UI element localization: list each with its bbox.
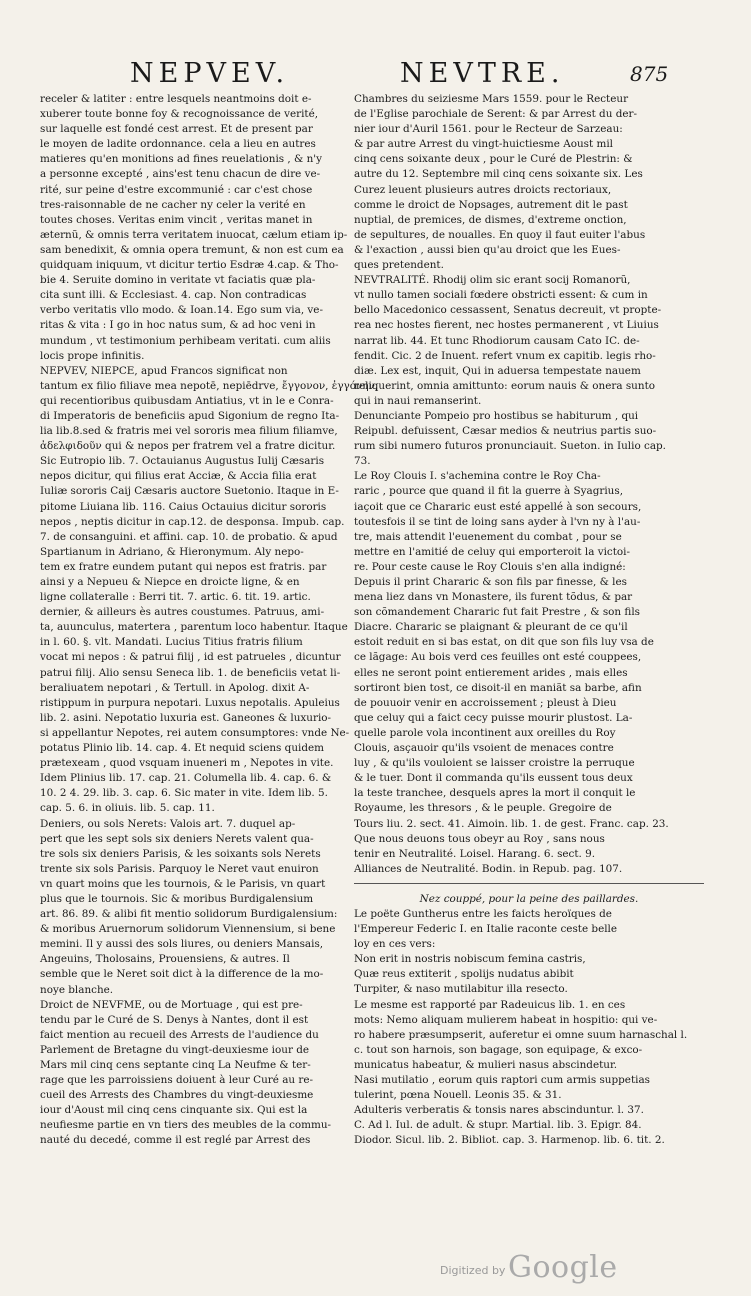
right-column-text-line: Alliances de Neutralité. Bodin. in Repub. pag. 107. xyxy=(354,862,623,875)
left-column-text-line: 10. 2 4. 29. lib. 3. cap. 6. Sic mater in vite. Idem lib. 5. xyxy=(40,787,328,800)
left-column-text-line: prætexeam , quod vsquam inueneri m , Nepotes in vite. xyxy=(40,757,334,770)
left-column-text-line: art. 86. 89. & alibi fit mentio solidorum Burdigalensium: xyxy=(40,908,338,921)
left-column-text-line: ainsi y a Nepueu & Niepce en droicte ligne, & en xyxy=(40,576,300,588)
left-column-text-line: cap. 5. 6. in oliuis. lib. 5. cap. 11. xyxy=(40,802,215,815)
left-column-text-line: dernier, & ailleurs ès autres coustumes. Patruus, ami- xyxy=(40,606,325,619)
right-column-text-line: cinq cens soixante deux , pour le Curé de Plestrin: & xyxy=(354,153,633,166)
right-column-text-line: & l'exaction , aussi bien qu'au droict que les Eues- xyxy=(354,243,621,256)
left-column-text-line: plus que le tournois. Sic & moribus Burdigalensium xyxy=(40,892,314,905)
right-column-text-line: rea nec hostes fierent, nec hostes permanerent , vt Liuius xyxy=(354,319,659,332)
left-column-text-line: tantum ex filio filiave mea nepotē, nepiēdrve, ἔγγονον, ἐγγόνην, xyxy=(40,379,379,392)
right-column-text-line: nuptial, de premices, de dismes, d'extreme onction, xyxy=(354,213,627,226)
left-column-text-line: memini. Il y aussi des sols liures, ou deniers Mansais, xyxy=(40,938,324,951)
right-column-text-line: mena liez dans vn Monastere, ils furent tõdus, & par xyxy=(354,591,633,604)
left-column-text-line: tem ex fratre eundem putant qui nepos est fratris. par xyxy=(40,560,327,573)
right-column-text-line: C. Ad l. Iul. de adult. & stupr. Martial. lib. 3. Epigr. 84. xyxy=(354,1119,642,1132)
left-column-text-line: pert que les sept sols six deniers Nerets valent qua- xyxy=(40,832,314,845)
right-column-text-line: sortiront bien tost, ce disoit-il en maniãt sa barbe, afin xyxy=(354,681,642,694)
right-column-text-line: toutesfois il se tint de loing sans ayder à l'vn ny à l'au- xyxy=(354,515,641,528)
right-column-text-line: quelle parole vola incontinent aux oreilles du Roy xyxy=(354,726,616,739)
right-column-text-line: estoit reduit en si bas estat, on dit que son fils luy vsa de xyxy=(354,636,654,649)
right-column-text-line: mots: Nemo aliquam mulierem habeat in hospitio: qui ve- xyxy=(354,1013,658,1026)
right-column-text-line: Que nous deuons tous obeyr au Roy , sans nous xyxy=(354,832,605,845)
left-column-text-line: tre sols six deniers Parisis, & les soixants sols Nerets xyxy=(40,847,321,860)
right-column-text-line: que celuy qui a faict cecy puisse mourir plustost. La- xyxy=(354,711,633,724)
right-column-text-line: Nasi mutilatio , eorum quis raptori cum armis suppetias xyxy=(354,1074,650,1086)
left-column-text-line: quidquam iniquum, vt dicitur tertio Esdræ 4.cap. & Tho- xyxy=(40,259,339,272)
left-column-text-line: ristippum in purpura nepotari. Luxus nepotalis. Apuleius xyxy=(40,696,340,709)
left-column-text-line: Iuliæ sororis Caij Cæsaris auctore Suetonio. Itaque in E- xyxy=(40,485,339,498)
left-running-title: NEPVEV. xyxy=(130,58,290,89)
right-column-text-line: comme le droict de Nopsages, autrement dit le past xyxy=(354,198,628,211)
left-column-text-line: ta, auunculus, matertera , parentum loco habentur. Itaque xyxy=(40,621,348,634)
left-column-text-line: di Imperatoris de beneficiis apud Sigonium de regno Ita- xyxy=(40,409,340,422)
left-column-text-line: bie 4. Seruite domino in veritate vt faciatis quæ pla- xyxy=(40,274,316,287)
left-column-text-line: vn quart moins que les tournois, & le Parisis, vn quart xyxy=(40,877,326,890)
left-column-text-line: Idem Plinius lib. 17. cap. 21. Columella lib. 4. cap. 6. & xyxy=(40,772,332,785)
right-column-text-line: Chambres du seiziesme Mars 1559. pour le Recteur xyxy=(354,93,629,105)
digitization-watermark xyxy=(440,1250,700,1290)
right-column-text-line: Denunciante Pompeio pro hostibus se habiturum , qui xyxy=(354,409,639,422)
left-column-text-line: Droict de NEVFME, ou de Mortuage , qui est pre- xyxy=(40,998,303,1011)
right-column-text-line: Diodor. Sicul. lib. 2. Bibliot. cap. 3. Harmenop. lib. 6. tit. 2. xyxy=(354,1134,665,1147)
left-column-text-line: ligne collateralle : Berri tit. 7. artic. 6. tit. 19. artic. xyxy=(40,591,311,604)
right-column-text-line: reliquerint, omnia amittunto: eorum nauis & onera sunto xyxy=(354,379,655,392)
left-column-text-line: faict mention au recueil des Arrests de l'audience du xyxy=(40,1028,319,1041)
left-column-text-line: a personne excepté , ains'est tenu chacun de dire ve- xyxy=(40,168,321,181)
left-column-text-line: cueil des Arrests des Chambres du vingt-deuxiesme xyxy=(40,1089,314,1102)
right-column-text-line: loy en ces vers: xyxy=(354,938,436,951)
right-column-text-line: Reipubl. defuissent, Cæsar medios & neutrius partis suo- xyxy=(354,425,657,438)
left-column-text-line: neufiesme partie en vn tiers des meubles de la commu- xyxy=(40,1119,332,1132)
left-column-text-line: locis prope infinitis. xyxy=(40,349,145,362)
right-column-text-line: luy , & qu'ils vouloient se laisser croistre la perruque xyxy=(354,757,635,770)
left-column-text-line: tres-raisonnable de ne cacher ny celer la verité en xyxy=(40,198,306,211)
page-number: 875 xyxy=(630,62,669,86)
right-column-text-line: Curez leuent plusieurs autres droicts rectoriaux, xyxy=(354,183,612,196)
left-column-text-line: ἀδελφιδοῦν qui & nepos per fratrem vel a fratre dicitur. xyxy=(40,440,336,453)
right-column-text-line: de l'Eglise parochiale de Serent: & par Arrest du der- xyxy=(354,108,637,121)
google-logo: Google xyxy=(508,1250,618,1285)
right-column-text-line: bello Macedonico cessassent, Senatus decreuit, vt propte- xyxy=(354,304,662,317)
left-column-text-line: & moribus Aruernorum solidorum Viennensium, si bene xyxy=(40,923,336,936)
left-column-text-line: Angeuins, Tholosains, Prouensiens, & autres. Il xyxy=(40,953,290,966)
left-column-text-line: Deniers, ou sols Nerets: Valois art. 7. duquel ap- xyxy=(40,817,296,830)
left-column-text-line: nepos dicitur, qui filius erat Acciæ, & Accia filia erat xyxy=(40,470,317,483)
left-column-text-line: sam benedixit, & omnia opera tremunt, & non est cum ea xyxy=(40,243,344,256)
left-column-text-line: rage que les parroissiens doiuent à leur Curé au re- xyxy=(40,1074,314,1087)
right-column-text-line: Non erit in nostris nobiscum femina castris, xyxy=(354,953,586,966)
section-heading: Nez couppé, pour la peine des paillardes. xyxy=(419,892,639,905)
left-column-text-line: le moyen de ladite ordonnance. cela a lieu en autres xyxy=(40,138,316,151)
left-column-text-line: potatus Plinio lib. 14. cap. 4. Et nequid sciens quidem xyxy=(40,742,325,755)
left-column-text-line: toutes choses. Veritas enim vincit , veritas manet in xyxy=(40,213,313,226)
left-column-text-line: lib. 2. asini. Nepotatio luxuria est. Ganeones & luxurio- xyxy=(40,711,332,724)
left-column-text-line: ritas & vita : I go in hoc natus sum, & ad hoc veni in xyxy=(40,319,316,332)
right-column-text-line: rum sibi numero futuros pronunciauit. Sueton. in Iulio cap. xyxy=(354,440,666,453)
right-column-text-line: nier iour d'Auril 1561. pour le Recteur de Sarzeau: xyxy=(354,123,623,136)
right-column-text-line: Le poëte Guntherus entre les faicts heroïques de xyxy=(354,907,612,920)
left-column-text-line: receler & latiter : entre lesquels neantmoins doit e- xyxy=(40,93,312,105)
left-column-text-line: Mars mil cinq cens septante cinq La Neufme & ter- xyxy=(40,1059,311,1071)
left-column-text-line: Parlement de Bretagne du vingt-deuxiesme iour de xyxy=(40,1043,310,1056)
right-column-text-line: Le Roy Clouis I. s'achemina contre le Roy Cha- xyxy=(354,470,601,483)
right-column-text-line: narrat lib. 44. Et tunc Rhodiorum causam Cato IC. de- xyxy=(354,334,640,347)
right-column-text-line: diæ. Lex est, inquit, Qui in aduersa tempestate nauem xyxy=(354,364,641,377)
left-column-text-line: NEPVEV, NIEPCE, apud Francos significat non xyxy=(40,364,288,377)
right-column-text-line: mettre en l'amitié de celuy qui emporteroit la victoi- xyxy=(354,545,630,558)
left-column-text-line: rité, sur peine d'estre excommunié : car c'est chose xyxy=(40,183,313,196)
left-column-text-line: nepos , neptis dicitur in cap.12. de desponsa. Impub. cap. xyxy=(40,515,345,528)
right-column-text-line: son cõmandement Chararic fut fait Prestre , & son fils xyxy=(354,606,641,619)
right-column-text-line: & le tuer. Dont il commanda qu'ils eussent tous deux xyxy=(354,772,633,785)
right-column-text-line: fendit. Cic. 2 de Inuent. refert vnum ex capitib. legis rho- xyxy=(354,349,656,362)
left-column-text-line: xuberer toute bonne foy & recognoissance de verité, xyxy=(40,108,319,121)
left-column-text-line: matieres qu'en monitions ad fines reuelationis , & n'y xyxy=(40,153,323,166)
left-column-text-line: beraliuatem nepotari , & Tertull. in Apolog. dixit A- xyxy=(40,681,310,694)
right-column xyxy=(354,92,704,1148)
right-column-text-line: Diacre. Chararic se plaignant & pleurant de ce qu'il xyxy=(354,621,628,634)
section-divider xyxy=(354,883,704,884)
right-column-text-line: municatus habeatur, & mulieri nasus abscindetur. xyxy=(354,1058,618,1071)
right-column-text-line: de pouuoir venir en accroissement ; pleust à Dieu xyxy=(354,696,617,709)
left-column-text-line: 7. de consanguini. et affini. cap. 10. de probatio. & apud xyxy=(40,530,338,543)
right-column-text-line: 73. xyxy=(354,455,371,468)
left-column-text-line: trente six sols Parisis. Parquoy le Neret vaut enuiron xyxy=(40,862,319,875)
right-column-text-line: NEVTRALITÉ. Rhodij olim sic erant socij Romanorũ, xyxy=(354,274,631,287)
left-column-text-line: æternũ, & omnis terra veritatem inuocat, cælum etiam ip- xyxy=(40,228,348,241)
right-column-text-line: de sepultures, de noualles. En quoy il faut euiter l'abus xyxy=(354,228,646,241)
right-column-text-line: elles ne seront point entierement arides , mais elles xyxy=(354,666,628,679)
right-column-text-line: ques pretendent. xyxy=(354,259,444,272)
left-column-text-line: mundum , vt testimonium perhibeam veritati. cum aliis xyxy=(40,334,331,347)
right-column-text-line: la teste tranchee, desquels apres la mort il conquit le xyxy=(354,787,636,800)
left-column-text-line: lia lib.8.sed & fratris mei vel sororis mea filium filiamve, xyxy=(40,425,338,438)
right-column-text-line: Tours liu. 2. sect. 41. Aimoin. lib. 1. de gest. Franc. cap. 23. xyxy=(354,817,669,830)
right-column-text-line: qui in naui remanserint. xyxy=(354,394,482,407)
right-column-text-line: & par autre Arrest du vingt-huictiesme Aoust mil xyxy=(354,138,613,151)
right-column-text-line: Quæ reus extiterit , spolijs nudatus abibit xyxy=(354,968,574,981)
right-column-text-line: ce lãgage: Au bois verd ces feuilles ont esté couppees, xyxy=(354,651,642,664)
left-column-text-line: patrui filij. Alio sensu Seneca lib. 1. de beneficiis vetat li- xyxy=(40,666,341,679)
right-column-text-line: Clouis, asçauoir qu'ils vsoient de menaces contre xyxy=(354,742,614,755)
left-column-text-line: si appellantur Nepotes, rei autem consumptores: vnde Ne- xyxy=(40,726,350,739)
right-column-text-line: ro habere præsumpserit, auferetur ei omne suum harnaschal l. xyxy=(354,1028,688,1041)
left-column-text-line: Spartianum in Adriano, & Hieronymum. Aly nepo- xyxy=(40,545,304,558)
right-column-text-line: autre du 12. Septembre mil cinq cens soixante six. Les xyxy=(354,168,643,181)
left-column-text-line: sur laquelle est fondé cest arrest. Et de present par xyxy=(40,123,313,136)
left-column-text-line: cita sunt illi. & Ecclesiast. 4. cap. Non contradicas xyxy=(40,289,307,302)
left-column-text-line: semble que le Neret soit dict à la difference de la mo- xyxy=(40,968,324,981)
left-column-text-line: iour d'Aoust mil cinq cens cinquante six. Qui est la xyxy=(40,1104,308,1117)
left-column-text-line: Sic Eutropio lib. 7. Octauianus Augustus Iulij Cæsaris xyxy=(40,455,325,468)
left-column-text-line: verbo veritatis vllo modo. & Ioan.14. Ego sum via, ve- xyxy=(40,304,323,317)
left-column-text-line: pitome Liuiana lib. 116. Caius Octauius dicitur sororis xyxy=(40,500,327,513)
left-column-text-line: vocat mi nepos : & patrui filij , id est patrueles , dicuntur xyxy=(40,651,341,664)
digitized-by-label: Digitized by xyxy=(440,1264,506,1277)
right-column-text-line: vt nullo tamen sociali fœdere obstricti essent: & cum in xyxy=(354,289,648,302)
right-column-text-line: Adulteris verberatis & tonsis nares abscinduntur. l. 37. xyxy=(354,1104,644,1117)
right-column-text-line: iaçoit que ce Chararic eust esté appellé à son secours, xyxy=(354,500,642,513)
right-column-text-line: raric , pource que quand il fit la guerre à Syagrius, xyxy=(354,485,624,498)
right-column-text-line: tulerint, pœna Nouell. Leonis 35. & 31. xyxy=(354,1089,562,1102)
right-column-text-line: tre, mais attendit l'euenement du combat , pour se xyxy=(354,530,622,543)
right-column-text-line: Depuis il print Chararic & son fils par finesse, & les xyxy=(354,576,627,588)
left-column-text-line: noye blanche. xyxy=(40,983,114,996)
left-column-text-line: in l. 60. §. vlt. Mandati. Lucius Titius fratris filium xyxy=(40,636,303,649)
right-column-text-line: l'Empereur Federic I. en Italie raconte ceste belle xyxy=(354,923,618,936)
left-column-text-line: tendu par le Curé de S. Denys à Nantes, dont il est xyxy=(40,1013,309,1026)
right-column-text-line: Turpiter, & naso mutilabitur illa resecto. xyxy=(354,983,568,996)
right-column-text-line: re. Pour ceste cause le Roy Clouis s'en alla indigné: xyxy=(354,560,626,573)
left-column-text-line: nauté du decedé, comme il est reglé par Arrest des xyxy=(40,1134,311,1147)
right-column-text-line: Royaume, les thresors , & le peuple. Gregoire de xyxy=(354,802,612,815)
right-column-text-line: c. tout son harnois, son bagage, son equipage, & exco- xyxy=(354,1043,643,1056)
left-column-text-line: qui recentioribus quibusdam Antiatius, vt in le e Conra- xyxy=(40,394,334,407)
right-column-text-line: tenir en Neutralité. Loisel. Harang. 6. sect. 9. xyxy=(354,847,596,860)
right-column-text-line: Le mesme est rapporté par Radeuicus lib. 1. en ces xyxy=(354,998,626,1011)
right-running-title: NEVTRE. xyxy=(400,58,565,89)
